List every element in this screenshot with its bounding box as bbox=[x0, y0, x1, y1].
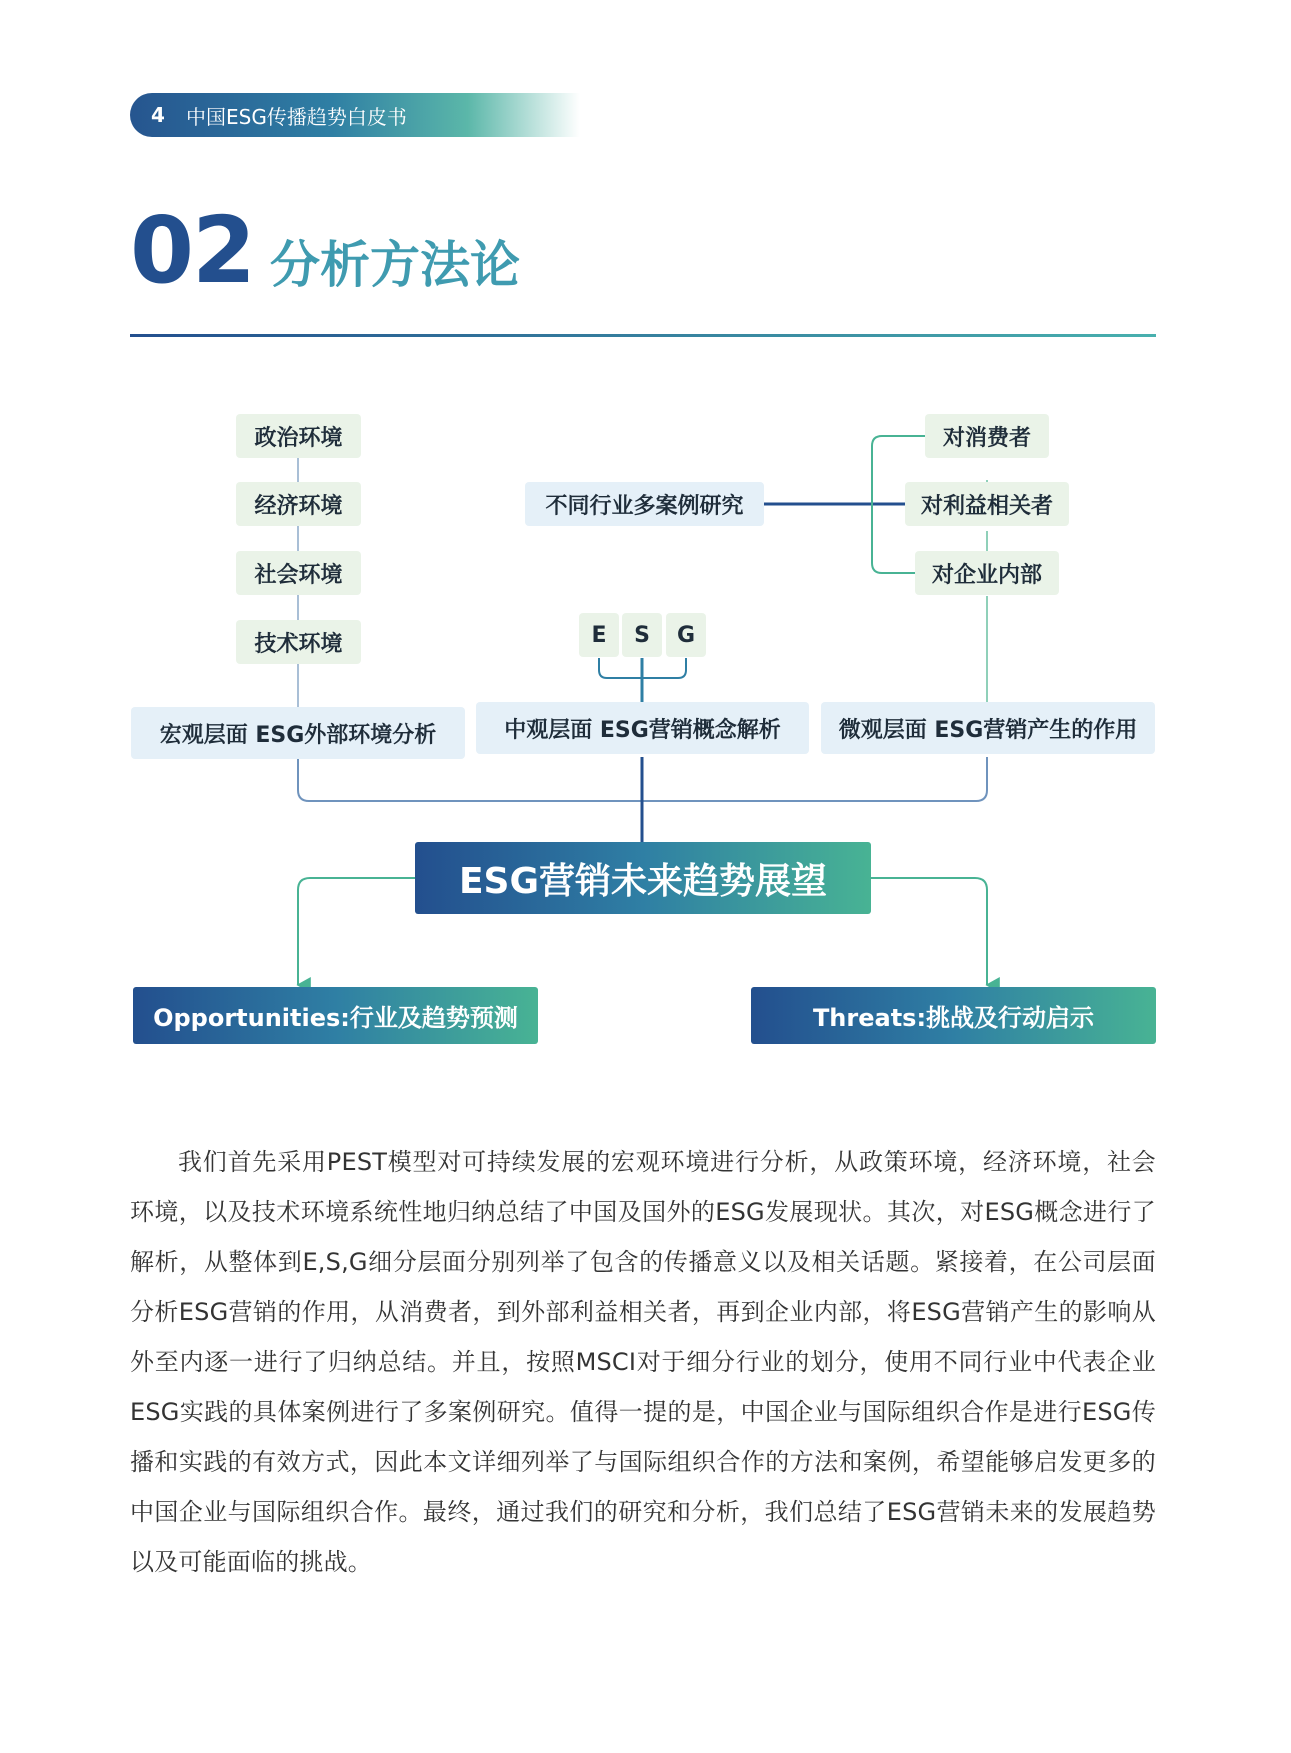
opportunities-box: Opportunities:行业及趋势预测 bbox=[133, 987, 538, 1044]
page-number: 4 bbox=[151, 103, 165, 127]
pest-technological: 技术环境 bbox=[236, 620, 361, 664]
threats-box: Threats:挑战及行动启示 bbox=[751, 987, 1156, 1044]
case-study-box: 不同行业多案例研究 bbox=[525, 482, 764, 526]
section-number: 02 bbox=[130, 197, 255, 304]
section-title: 分析方法论 bbox=[270, 236, 521, 294]
esg-g: G bbox=[666, 613, 706, 657]
micro-stakeholders: 对利益相关者 bbox=[905, 482, 1069, 526]
micro-internal: 对企业内部 bbox=[915, 551, 1059, 595]
arrow-to-threats bbox=[871, 878, 987, 985]
pest-economic: 经济环境 bbox=[236, 482, 361, 526]
meso-level-box: 中观层面 ESG营销概念解析 bbox=[476, 702, 809, 754]
pest-social: 社会环境 bbox=[236, 551, 361, 595]
macro-level-box: 宏观层面 ESG外部环境分析 bbox=[131, 707, 465, 759]
methodology-paragraph: 我们首先采用PEST模型对可持续发展的宏观环境进行分析，从政策环境，经济环境，社会环境，以及技术环境系统性地归纳总结了中国及国外的ESG发展现状。其次，对ESG概念进行了解析，从整体到E,S,G细分层面分别列举了包含的传播意义以及相关话题。紧接着，在公司层面分析ESG营销的作用，从消费者，到外部利益相关者，再到企业内部，将ESG营销产生的影响从外至内逐一进行了归纳总结。并且，按照MSCI对于细分行业的划分，使用不同行业中代表企业ESG实践的具体案例进行了多案例研究。值得一提的是，中国企业与国际组织合作是进行ESG传播和实践的有效方式，因此本文详细列举了与国际组织合作的方法和案例，希望能够启发更多的中国企业与国际组织合作。最终，通过我们的研究和分析，我们总结了ESG营销未来的发展趋势以及可能面临的挑战。 bbox=[130, 1148, 1156, 1576]
esg-s: S bbox=[622, 613, 662, 657]
micro-level-box: 微观层面 ESG营销产生的作用 bbox=[821, 702, 1155, 754]
book-title: 中国ESG传播趋势白皮书 bbox=[186, 104, 407, 129]
arrow-to-opportunities bbox=[298, 878, 415, 985]
pest-political: 政治环境 bbox=[236, 414, 361, 458]
esg-e: E bbox=[579, 613, 619, 657]
micro-consumers: 对消费者 bbox=[925, 414, 1049, 458]
center-trend-box: ESG营销未来趋势展望 bbox=[415, 842, 871, 914]
